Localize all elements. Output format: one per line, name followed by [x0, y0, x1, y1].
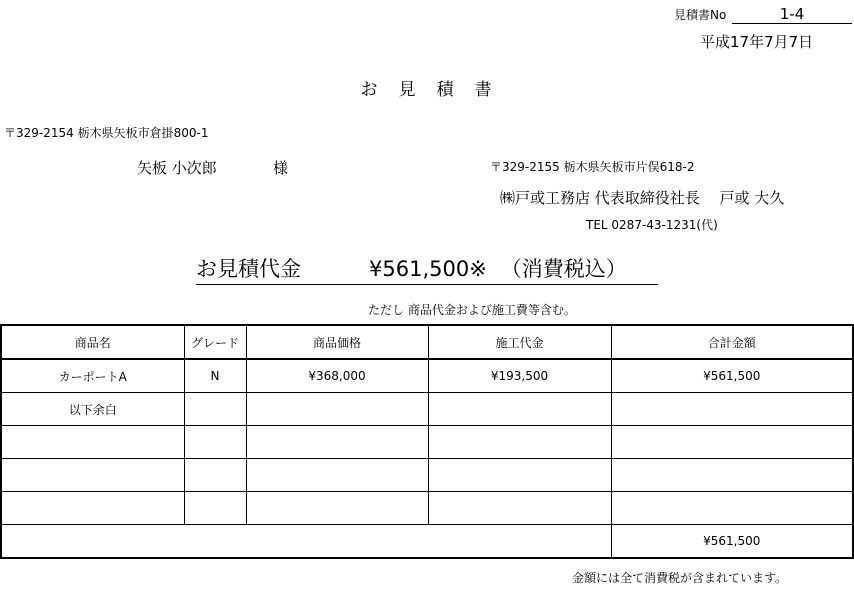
col-header-product: 商品名 [1, 325, 184, 359]
col-header-install: 施工代金 [428, 325, 611, 359]
col-header-price: 商品価格 [246, 325, 428, 359]
cell-product: カーポートA [1, 359, 184, 393]
table-row [1, 426, 853, 459]
inclusion-note: ただし 商品代金および施工費等含む。 [368, 303, 576, 317]
table-row [1, 492, 853, 525]
issuer-company: ㈱戸或工務店 代表取締役社長 戸或 大久 [500, 189, 785, 207]
tax-footnote: 金額には全て消費税が含まれています。 [572, 571, 788, 585]
table-header-row [1, 325, 853, 359]
cell-grade [184, 492, 246, 525]
cell-price: ¥368,000 [246, 359, 428, 393]
cell-install [428, 492, 611, 525]
cell-price [246, 426, 428, 459]
page-title: お 見 積 書 [360, 80, 494, 100]
col-header-total: 合計金額 [611, 325, 853, 359]
total-amount-line [196, 253, 658, 285]
cell-install [428, 393, 611, 426]
cell-product [1, 459, 184, 492]
total-label: お見積代金 [196, 257, 301, 281]
items-table [0, 324, 854, 559]
col-header-grade: グレード [184, 325, 246, 359]
estimate-no-value: 1-4 [732, 5, 852, 24]
footer-blank-cell [1, 525, 611, 559]
customer-honorific: 様 [273, 159, 289, 177]
cell-grade [184, 459, 246, 492]
cell-product: 以下余白 [1, 393, 184, 426]
footer-total-cell: ¥561,500 [611, 525, 853, 559]
cell-install: ¥193,500 [428, 359, 611, 393]
table-row [1, 359, 853, 393]
customer-address: 〒329-2154 栃木県矢板市倉掛800-1 [4, 126, 209, 140]
customer-name: 矢板 小次郎 [137, 159, 217, 177]
cell-price [246, 393, 428, 426]
table-footer-row [1, 525, 853, 559]
issuer-address: 〒329-2155 栃木県矢板市片俣618-2 [490, 160, 695, 174]
cell-total [611, 426, 853, 459]
cell-price [246, 492, 428, 525]
tax-note: （消費税込） [500, 257, 627, 281]
total-amount: ¥561,500※ [369, 257, 487, 281]
cell-total [611, 393, 853, 426]
issue-date: 平成17年7月7日 [700, 33, 814, 51]
cell-grade: N [184, 359, 246, 393]
table-row [1, 393, 853, 426]
cell-product [1, 492, 184, 525]
cell-price [246, 459, 428, 492]
cell-grade [184, 426, 246, 459]
cell-product [1, 426, 184, 459]
estimate-no-label: 見積書No [674, 8, 727, 22]
cell-install [428, 459, 611, 492]
cell-total [611, 459, 853, 492]
table-row [1, 459, 853, 492]
cell-total: ¥561,500 [611, 359, 853, 393]
issuer-tel: TEL 0287-43-1231(代) [586, 218, 718, 232]
cell-install [428, 426, 611, 459]
cell-total [611, 492, 853, 525]
cell-grade [184, 393, 246, 426]
